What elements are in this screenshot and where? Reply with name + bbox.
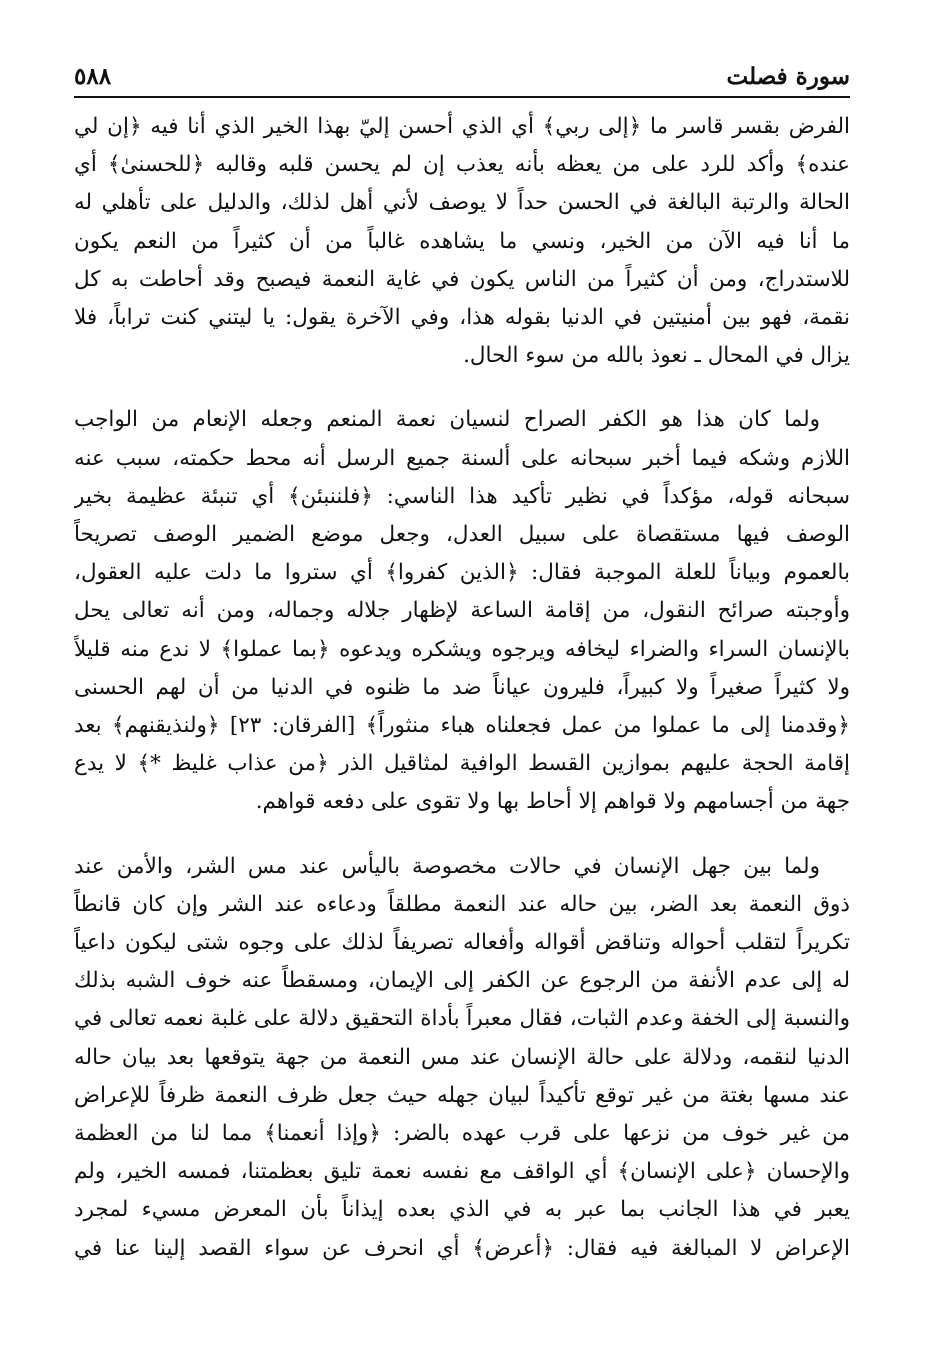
text-line: سبحانه قوله، مؤكداً في نظير تأكيد هذا الناسي: ﴿فلننبئن﴾ أي تنبئة عظيمة بخير xyxy=(74,483,850,509)
text-line: والنسبة إلى الخفة وعدم الثبات، فقال معبراً بأداة التحقيق دلالة على غلبة نعمه تعالى في xyxy=(74,1006,850,1032)
text-line: جهة من أجسامهم ولا قواهم إلا أحاط بها ولا تقوى على دفعه قواهم. xyxy=(255,789,850,815)
text-line: إقامة الحجة عليهم بموازين القسط الوافية لمثاقيل الذر ﴿من عذاب غليظ *﴾ لا يدع xyxy=(74,751,850,777)
text-line: ولا كثيراً صغيراً ولا كبيراً، فليرون عياناً ضد ما ظنوه في الدنيا من أن لهم الحسنى xyxy=(74,674,850,700)
surah-title: سورة فصلت xyxy=(726,63,850,90)
text-line: وأوجبته صرائح النقول، من إقامة الساعة لإظهار جلاله وجماله، ومن أنه تعالى يحل xyxy=(74,598,850,624)
page-number: ٥٨٨ xyxy=(74,63,112,90)
text-line: عند مسها بغتة من غير توقع تأكيداً لبيان جهله حيث جعل ظرف النعمة ظرفاً للإعراض xyxy=(74,1082,850,1108)
text-line: ما أنا فيه الآن من الخير، ونسي ما يشاهده غالباً من أن كثيراً من النعم يكون xyxy=(74,228,850,254)
text-line: للاستدراج، ومن أن كثيراً من الناس يكون في غاية النعمة فيصبح وقد أحاطت به كل xyxy=(74,266,850,292)
text-line: الفرض بقسر قاسر ما ﴿إلى ربي﴾ أي الذي أحسن إليّ بهذا الخير الذي أنا فيه ﴿إن لي xyxy=(74,114,850,139)
paragraph-2 xyxy=(74,401,850,821)
text-line: تكريراً لتقلب أحواله وتناقض أقواله وأفعاله تصريفاً لذلك على وجوه شتى ليكون داعياً xyxy=(74,930,850,956)
text-line: له إلى عدم الأنفة من الرجوع عن الكفر إلى الإيمان، ومسقطاً عنه خوف الشبه بذلك xyxy=(74,968,850,994)
text-line: الإعراض لا المبالغة فيه فقال: ﴿أعرض﴾ أي انحرف عن سواء القصد إلينا عنا في xyxy=(74,1235,850,1261)
paragraph-3 xyxy=(74,848,850,1268)
text-line: ولما بين جهل الإنسان في حالات مخصوصة باليأس عند مس الشر، والأمن عند xyxy=(74,853,820,879)
text-line: اللازم وشكه فيما أخبر سبحانه على ألسنة جميع الرسل أنه محط حكمته، سبب عنه xyxy=(74,445,850,471)
text-line: الدنيا لنقمه، ودلالة على حالة الإنسان عند مس النعمة من جهة يتوقعها بعد بيان حاله xyxy=(74,1044,850,1070)
paragraph-1 xyxy=(74,108,850,375)
text-line: بالعموم وبياناً للعلة الموجبة فقال: ﴿الذين كفروا﴾ أي ستروا ما دلت عليه العقول، xyxy=(74,560,850,586)
text-line: ذوق النعمة بعد الضر، بين حاله عند النعمة مطلقاً ودعاءه عند الشر وإن كان قانطاً xyxy=(74,891,850,917)
text-line: ﴿وقدمنا إلى ما عملوا من عمل فجعلناه هباء منثوراً﴾ [الفرقان: ٢٣] ﴿ولنذيقنهم﴾ بعد xyxy=(74,713,850,739)
page-header xyxy=(74,52,850,98)
text-line: الوصف فيها مستقصاة على سبيل العدل، وجعل موضع الضمير الوصف تصريحاً xyxy=(74,522,850,548)
text-line: بالإنسان السراء والضراء ليخافه ويرجوه ويشكره ويدعوه ﴿بما عملوا﴾ لا ندع منه قليلاً xyxy=(74,636,850,662)
text-line: يزال في المحال ـ نعوذ بالله من سوء الحال. xyxy=(463,343,850,369)
page-body xyxy=(74,108,850,1268)
text-line: يعبر في هذا الجانب بما عبر به في الذي بعده إيذاناً بأن المعرض مسيء لمجرد xyxy=(74,1197,850,1223)
text-line: عنده﴾ وأكد للرد على من يعظه بأنه يعذب إن لم يحسن قلبه وقالبه ﴿للحسنىٰ﴾ أي xyxy=(74,152,850,178)
text-line: الحالة والرتبة البالغة في الحسن حداً لا يوصف لأني أهل لذلك، والدليل على تأهلي له xyxy=(74,190,850,216)
text-line: نقمة، فهو بين أمنيتين في الدنيا بقوله هذا، وفي الآخرة يقول: يا ليتني كنت تراباً، فلا xyxy=(74,305,850,331)
text-line: ولما كان هذا هو الكفر الصراح لنسيان نعمة المنعم وجعله الإنعام من الواجب xyxy=(74,407,820,433)
text-line: والإحسان ﴿على الإنسان﴾ أي الواقف مع نفسه نعمة تليق بعظمتنا، فمسه الخير، ولم xyxy=(74,1159,850,1185)
text-line: من غير خوف من نزعها على قرب عهده بالضر: ﴿وإذا أنعمنا﴾ مما لنا من العظمة xyxy=(74,1121,850,1147)
